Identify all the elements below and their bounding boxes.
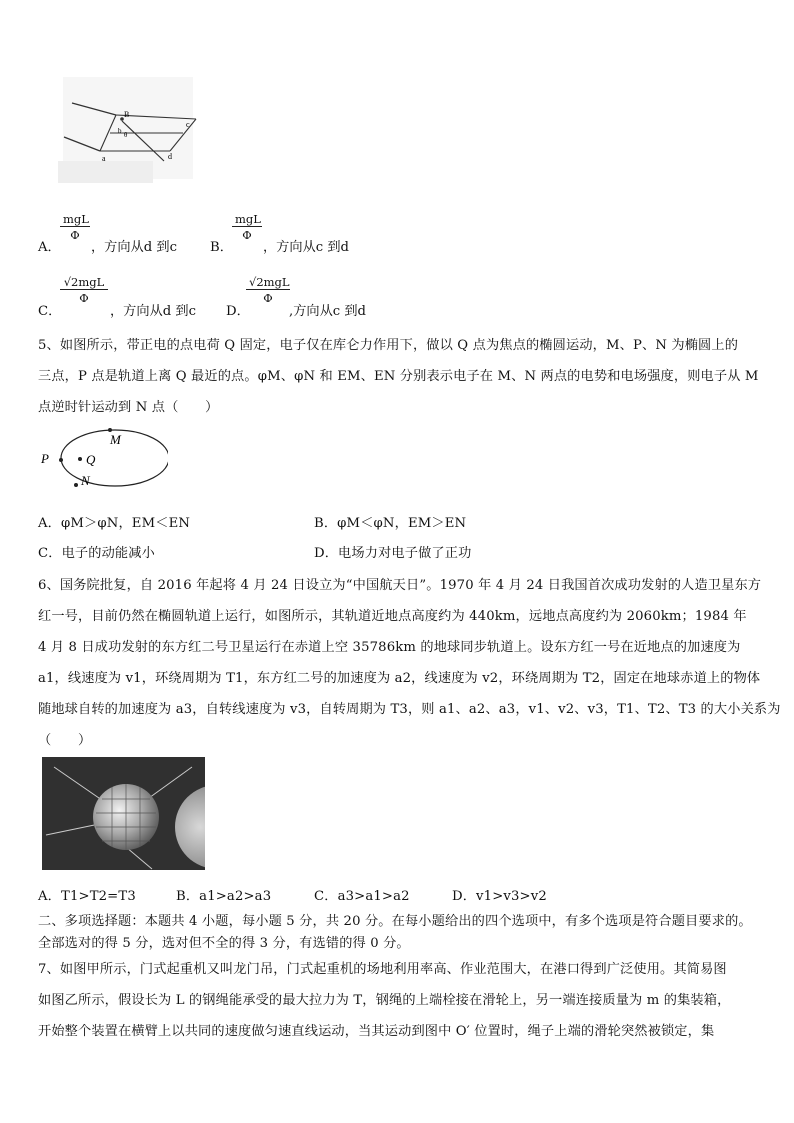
q4-option-a-text: ，方向从d 到c <box>91 240 177 255</box>
q4-option-c-text: ，方向从d 到c <box>110 304 196 319</box>
q7-question-line-2: 如图乙所示，假设长为 L 的钢绳能承受的最大拉力为 T，钢绳的上端栓接在滑轮上，另一端连接质量为 m 的集装箱， <box>38 993 731 1008</box>
ellipse-diagram <box>38 424 168 494</box>
q4-option-c-fraction <box>60 275 108 305</box>
q4-option-a-fraction <box>60 212 90 242</box>
rails-diagram <box>58 75 208 185</box>
label-B: B <box>124 110 130 119</box>
q5-option-b: B．φM＜φN，EM＞EN <box>314 516 467 531</box>
q4-option-b-letter: B． <box>210 240 233 255</box>
q4-option-c-denominator: Φ <box>79 291 89 305</box>
label-d: d <box>168 152 172 161</box>
q6-option-c: C．a3>a1>a2 <box>314 889 410 904</box>
q5-option-d: D．电场力对电子做了正功 <box>314 546 472 561</box>
q4-option-d-letter: D． <box>226 304 250 319</box>
q6-option-a: A．T1>T2=T3 <box>38 889 136 904</box>
q6-question-line-1: 6、国务院批复，自 2016 年起将 4 月 24 日设立为“中国航天日”。1970 年 4 月 24 日我国首次成功发射的人造卫星东方 <box>38 578 762 593</box>
section-2-heading-line-1: 二、多项选择题：本题共 4 小题，每小题 5 分，共 20 分。在每小题给出的四个选项中，有多个选项是符合题目要求的。 <box>38 914 752 929</box>
q6-question-line-4: a1，线速度为 v1，环绕周期为 T1，东方红二号的加速度为 a2，线速度为 v2，环绕周期为 T2，固定在地球赤道上的物体 <box>38 671 761 686</box>
section-2-heading-line-2: 全部选对的得 5 分，选对但不全的得 3 分，有选错的得 0 分。 <box>38 936 410 951</box>
q5-question-line-2: 三点，P 点是轨道上离 Q 最近的点。φM、φN 和 EM、EN 分别表示电子在 M、N 两点的电势和电场强度，则电子从 M <box>38 369 759 384</box>
satellite-photo <box>42 757 205 870</box>
label-P: P <box>41 451 49 466</box>
q4-option-a-denominator: Φ <box>70 228 80 242</box>
label-a: a <box>102 154 106 163</box>
q7-question-line-1: 7、如图甲所示，门式起重机又叫龙门吊，门式起重机的场地利用率高、作业范围大，在港口得到广泛使用。其简易图 <box>38 962 727 977</box>
q6-question-line-2: 红一号，目前仍然在椭圆轨道上运行，如图所示，其轨道近地点高度约为 440km，远地点高度约为 2060km；1984 年 <box>38 609 747 624</box>
q5-question-line-1: 5、如图所示，带正电的点电荷 Q 固定，电子仅在库仑力作用下，做以 Q 点为焦点的椭圆运动，M、P、N 为椭圆上的 <box>38 338 739 353</box>
q6-question-line-3: 4 月 8 日成功发射的东方红二号卫星运行在赤道上空 35786km 的地球同步轨道上。设东方红一号在近地点的加速度为 <box>38 640 741 655</box>
q4-option-c-numerator: √2mgL <box>60 275 108 290</box>
q6-question-line-5: 随地球自转的加速度为 a3，自转线速度为 v3，自转周期为 T3，则 a1、a2、a3，v1、v2、v3，T1、T2、T3 的大小关系为 <box>38 702 781 717</box>
q4-option-d-text: ,方向从c 到d <box>289 304 366 319</box>
q5-option-a: A．φM＞φN，EM＜EN <box>38 516 191 531</box>
q4-option-b-denominator: Φ <box>242 228 252 242</box>
q6-option-b: B．a1>a2>a3 <box>176 889 272 904</box>
q5-question-line-3: 点逆时针运动到 N 点（ ） <box>38 400 219 415</box>
label-c: c <box>186 120 190 129</box>
label-M: M <box>110 432 121 447</box>
q4-option-d-fraction <box>246 275 290 305</box>
q4-option-b-text: ，方向从c 到d <box>263 240 349 255</box>
ellipse-orbit-figure <box>38 424 168 494</box>
label-Q: Q <box>86 452 96 467</box>
q4-option-d-denominator: Φ <box>263 291 273 305</box>
label-N: N <box>81 473 90 488</box>
q7-question-line-3: 开始整个装置在横臂上以共同的速度做匀速直线运动，当其运动到图中 O′ 位置时，绳子上端的滑轮突然被锁定，集 <box>38 1024 715 1039</box>
q4-option-b-numerator: mgL <box>232 212 262 227</box>
label-theta: θ <box>124 131 128 139</box>
satellite-image <box>42 757 205 870</box>
q4-option-a-numerator: mgL <box>60 212 90 227</box>
q6-question-line-6: （ ） <box>38 733 92 748</box>
q4-option-a-letter: A． <box>38 240 61 255</box>
q4-option-d-numerator: √2mgL <box>246 275 290 290</box>
q4-option-c-letter: C． <box>38 304 62 319</box>
label-b: b <box>118 127 122 135</box>
q4-option-b-fraction <box>232 212 262 242</box>
rails-figure <box>58 75 208 185</box>
q5-option-c: C．电子的动能减小 <box>38 546 155 561</box>
q6-option-d: D．v1>v3>v2 <box>452 889 547 904</box>
